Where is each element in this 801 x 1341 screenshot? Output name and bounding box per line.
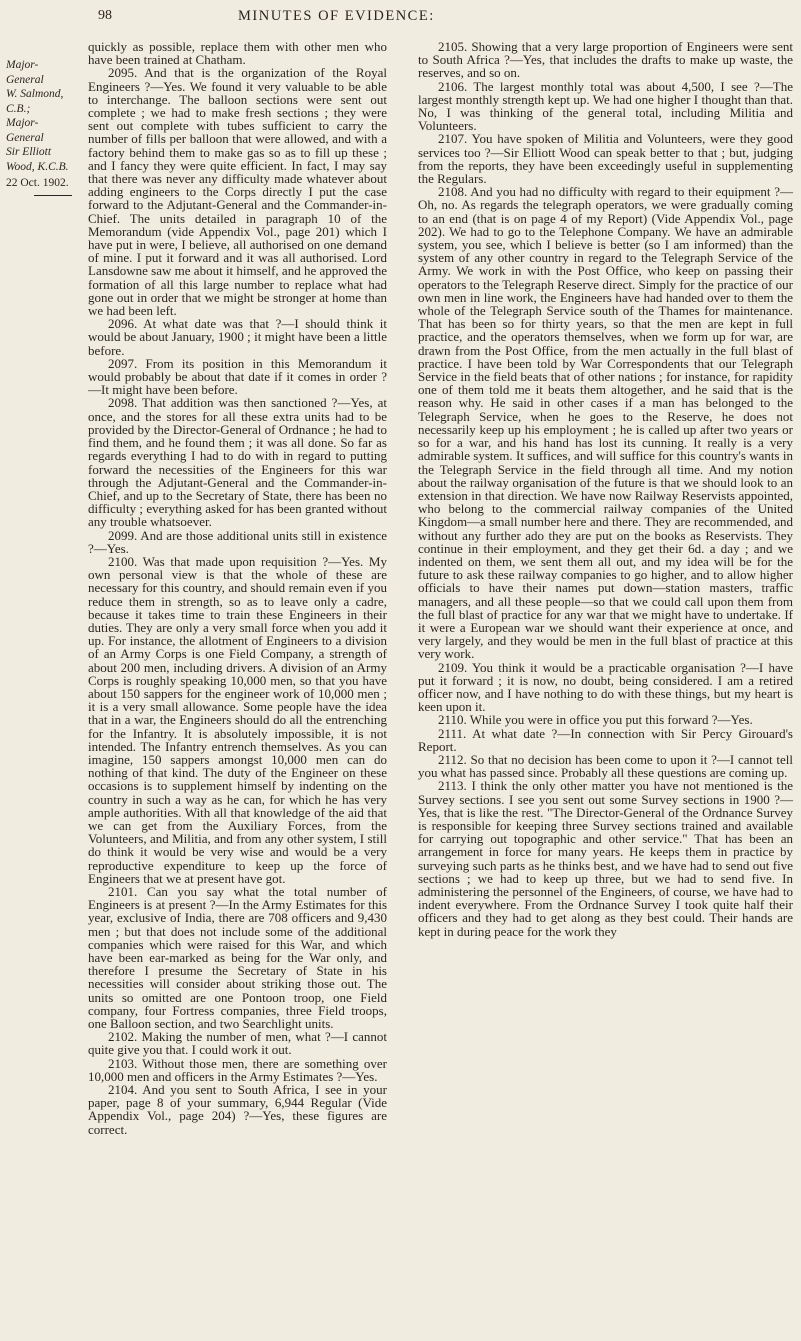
- margin-line: Sir Elliott: [6, 146, 52, 158]
- margin-rule: [34, 195, 72, 196]
- paragraph: 2099. And are those additional units still in existence ?—Yes.: [88, 527, 387, 556]
- page-header: [0, 8, 801, 26]
- paragraph: 2111. At what date ?—In connection with Sir Percy Girouard's Report.: [418, 725, 793, 754]
- paragraph: 2102. Making the number of men, what ?—I cannot quite give you that. I could work it out.: [88, 1029, 387, 1058]
- paragraph: 2095. And that is the organization of the Royal Engineers ?—Yes. We found it very valuable to be able to interchange. The balloon sections were sent out complete ; we had to make fresh sections ; they were sent out complete with tubes sufficient to carry the number of fills per balloon that were allowed, and with a factory behind them to make gas so as to fill up these ; and I fancy they were quite efficient. In fact, I may say that there was never any difficulty made whatever about adding engineers to the Corps directly I put the case forward to the Adjutant-General and the Commander-in-Chief. The units detailed in paragraph 10 of the Memorandum (vide Appendix Vol., page 201) which I have put in were, I believe, all authorised on one demand of mine. I put it forward and it was all authorised. Lord Lansdowne saw me about it himself, and he approved the formation of all this large number to replace what had gone out in order that we might be stronger at home than we had been left.: [88, 65, 387, 319]
- paragraph: quickly as possible, replace them with other men who have been trained at Chatham.: [88, 39, 387, 68]
- paragraph: 2113. I think the only other matter you have not mentioned is the Survey sections. I see you sent out some Survey sections in 1900 ?—Yes, that is like the rest. "The Director-General of the Ordnance Survey is responsible for keeping three Survey sections trained and available for carrying out topographic and other service." That has been an arrangement in force for many years. He keeps them in practice by surveying such parts as he thinks best, and we have had to send out five sections ; we had to keep up three, but we had to send five. In administering the personnel of the Engineers, of course, we have had to indent everywhere. From the Ordnance Survey I took quite half their officers and they had to get along as they best could. Their hands are kept in during peace for the work they: [418, 778, 793, 939]
- paragraph: 2101. Can you say what the total number of Engineers is at present ?—In the Army Estimates for this year, exclusive of India, there are 708 officers and 9,430 men ; but that does not include some of the additional companies which were raised for this War, and which have been ear-marked as being for the War only, and therefore I presume the Secretary of State in his necessities will consider about striking those out. The units so omitted are one Pontoon troop, one Field company, four Fortress companies, three Field troops, one Balloon section, and two Searchlight units.: [88, 884, 387, 1032]
- paragraph: 2098. That addition was then sanctioned ?—Yes, at once, and the stores for all these extra units had to be provided by the Director-General of Ordnance ; he had to find them, and he found them ; it was all done. So far as regards everything I had to do with in regard to putting forward the necessities of the Engineers for this war through the Adjutant-General and the Commander-in-Chief, and up to the Secretary of State, there has been no difficulty ; everything asked for has been granted without any trouble whatsoever.: [88, 395, 387, 530]
- paragraph: 2106. The largest monthly total was about 4,500, I see ?—The largest monthly strength kept up. We had one higher I thought than that. No, I was thinking of the general total, including Militia and Volunteers.: [418, 78, 793, 134]
- margin-line: General: [6, 73, 44, 86]
- running-head: MINUTES OF EVIDENCE:: [238, 8, 435, 24]
- paragraph: 2112. So that no decision has been come to upon it ?—I cannot tell you what has passed since. Probably all these questions are coming up.: [418, 751, 793, 781]
- paragraph: 2096. At what date was that ?—I should think it would be about January, 1900 ; it might have been a little before.: [88, 316, 387, 358]
- paragraph: 2103. Without those men, there are something over 10,000 men and officers in the Army Estimates ?—Yes.: [88, 1055, 387, 1084]
- paragraph: 2107. You have spoken of Militia and Volunteers, were they good services too ?—Sir Elliott Wood can speak better to that ; but, judging from the reports, they have been exceedingly useful in supplementing the Regulars.: [418, 131, 793, 187]
- margin-date: 22 Oct. 1902.: [6, 177, 69, 189]
- paragraph: 2105. Showing that a very large proportion of Engineers were sent to South Africa ?—Yes, that includes the drafts to make up waste, the reserves, and so on.: [418, 39, 793, 81]
- margin-line: Major-: [6, 117, 39, 129]
- right-column: [418, 40, 793, 938]
- page-number: 98: [98, 8, 112, 23]
- paragraph: 2097. From its position in this Memorandum it would probably be about that date if it comes in order ?—It might have been before.: [88, 355, 387, 398]
- margin-line: W. Salmond,: [6, 88, 64, 100]
- margin-line: Major-: [6, 59, 39, 71]
- paragraph: 2104. And you sent to South Africa, I see in your paper, page 8 of your summary, 6,944 Regular (Vide Appendix Vol., page 204) ?—Yes, these figures are correct.: [88, 1082, 387, 1137]
- paragraph: 2110. While you were in office you put this forward ?—Yes.: [438, 712, 753, 728]
- paragraph: 2100. Was that made upon requisition ?—Yes. My own personal view is that the whole of these are necessary for this country, and should remain even if you reduce them in strength, so as to leave only a cadre, because it takes time to train these Engineers in their duties. They are only a very small force when you add it up. For instance, the allotment of Engineers to a division of an Army Corps is one Field Company, a strength of about 200 men, including drivers. A division of an Army Corps is roughly speaking 10,000 men, so that you have about 150 sappers for the engineer work of 10,000 men ; it is a very small allowance. Some people have the idea that in a war, the Engineers should do all the entrenching for the Infantry. It is absolutely impossible, it is not intended. The Infantry entrench themselves. As you can imagine, 150 sappers amongst 10,000 men can do nothing of that kind. The duty of the Engineer on these occasions is to supplement himself by indenting on the country in such a way as he can, for which he has very ample authorities. With all that knowledge of the aid that we can get from the Auxiliary Forces, from the Volunteers, and Militia, and from any other system, I still do think it would be very wise and would be a very reproductive expenditure to keep up the force of Engineers that we at present have got.: [88, 553, 387, 886]
- margin-line: Wood, K.C.B.: [6, 160, 69, 173]
- left-column: [88, 40, 387, 1136]
- margin-note: [6, 58, 72, 196]
- margin-line: C.B.;: [6, 102, 31, 115]
- margin-line: General: [6, 131, 44, 144]
- paragraph: 2109. You think it would be a practicable organisation ?—I have put it forward ; it is now, no doubt, being considered. I am a retired officer now, and I have nothing to do with these things, but my heart is keen upon it.: [418, 659, 793, 715]
- paragraph: 2108. And you had no difficulty with regard to their equipment ?—Oh, no. As regards the telegraph operators, we were gradually coming to an end (that is on page 4 of my Report) (Vide Appendix Vol., page 202). We had to go to the Telephone Company. We have an admirable system, you see, which I believe is better (so I am informed) than the system of any other country in regard to the Telegraph Service of the Army. We work in with the Post Office, who keep on passing their operators to the Telegraph Reserve direct. Simply for the practice of our own men in line work, the Engineers have had handed over to them the whole of the Telegraph Service south of the Thames for maintenance. That has been so for thirty years, so that the men are kept in full practice, and the operators themselves, when we form up for war, are drawn from the Post Office, from the men actually in the full blast of practice. I have been told by War Correspondents that our Telegraph Service in the field beats that of other nations ; for instance, for rapidity one of them told me it beats them altogether, and he said that is the reason why. He said in other cases if a man has belonged to the Telegraph Service, when he goes to the Reserve, he does not necessarily keep up his employment ; he is called up after two years or so for a war, and his hand has lost its cunning. It really is a very admirable system. It suffices, and will suffice for this country's wants in the Telegraph Service in the field through all time. And my notion about the railway organisation of the future is that we should look to an extension in that direction. We have now Railway Reservists appointed, who belong to the commercial railway companies of the United Kingdom—a small number here and there. They are recommended, and without any further ado they are put on the books as Reservists. They continue in their employment, and they get their 6d. a day ; and we indented on them, we sent them all out, and my idea will be for the future to ask these railway companies to go higher, and to allow higher officials to have their names put down—station masters, traffic managers, and all these people—so that we could call upon them from the full blast of practice for any war that we might have to undertake. If it were a European war we should want their experience at once, and very largely, and they would be men in the full blast of practice at this very work.: [418, 184, 793, 662]
